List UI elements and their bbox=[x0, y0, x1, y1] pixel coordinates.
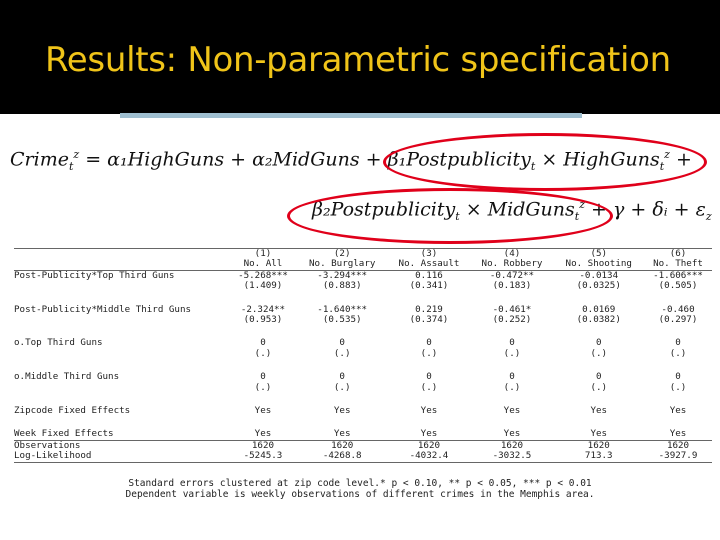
col-number: (4) bbox=[503, 248, 521, 259]
eq-lhs: Crime bbox=[10, 148, 69, 171]
table-row: Post-Publicity*Top Third Guns -5.268*** -3.294*** 0.116 -0.472** -0.0134 -1.606*** bbox=[14, 269, 703, 281]
table-row: Observations 1620 1620 1620 1620 1620 1620 bbox=[14, 440, 712, 451]
col-number: (6) bbox=[669, 248, 687, 259]
table-note-2: Dependent variable is weekly observations of different crimes in the Memphis area. bbox=[125, 489, 595, 500]
eq-beta1: β₁Postpublicity bbox=[387, 148, 531, 171]
col-header: No. All bbox=[243, 258, 283, 270]
col-number: (2) bbox=[333, 248, 351, 259]
col-number: (3) bbox=[420, 248, 438, 259]
table-row: Zipcode Fixed Effects Yes Yes Yes Yes Yes Yes bbox=[14, 405, 687, 417]
eq-highguns: HighGuns bbox=[563, 148, 660, 171]
equation-line-1: Crime$_t^z$ = α₁HighGuns + α₂MidGuns + β₁Postpublicity$_t$ × HighGuns$_t^z$ + bbox=[10, 148, 692, 174]
col-header: No. Robbery bbox=[481, 258, 543, 270]
col-header: No. Theft bbox=[653, 258, 703, 270]
regression-table bbox=[14, 248, 712, 463]
col-number: (5) bbox=[590, 248, 608, 259]
eq-midguns: MidGuns bbox=[487, 198, 575, 221]
table-row-se: (.) (.) (.) (.) (.) (.) bbox=[254, 347, 687, 359]
table-row-se: (0.953) (0.535) (0.374) (0.252) (0.0382) (0.297) bbox=[243, 314, 698, 326]
eq-beta2: β₂Postpublicity bbox=[312, 198, 456, 221]
eq-tail: γ + δᵢ + ε bbox=[613, 198, 706, 221]
table-row: Week Fixed Effects Yes Yes Yes Yes Yes Yes bbox=[14, 428, 687, 440]
eq-alpha-terms: = α₁HighGuns + α₂MidGuns + bbox=[79, 148, 388, 171]
table-row-se: (1.409) (0.883) (0.341) (0.183) (0.0325) (0.505) bbox=[243, 280, 698, 292]
table-row: Log-Likelihood -5245.3 -4268.8 -4032.4 -3032.5 713.3 -3927.9 bbox=[14, 451, 712, 462]
table-row-se: (.) (.) (.) (.) (.) (.) bbox=[254, 381, 687, 393]
table-row: o.Middle Third Guns 0 0 0 0 0 0 bbox=[14, 371, 681, 383]
slide-title: Results: Non-parametric specification bbox=[45, 40, 671, 80]
col-header: No. Assault bbox=[398, 258, 460, 270]
table-row: Post-Publicity*Middle Third Guns -2.324** -1.640*** 0.219 -0.461* 0.0169 -0.460 bbox=[14, 303, 695, 315]
col-header: No. Shooting bbox=[565, 258, 632, 270]
col-header: No. Burglary bbox=[309, 258, 376, 270]
highlight-circle-1 bbox=[383, 133, 707, 191]
table-note-1: Standard errors clustered at zip code level.* p < 0.10, ** p < 0.05, *** p < 0.01 bbox=[128, 478, 592, 489]
equation-line-2: β₂Postpublicity$_t$ × MidGuns$_t^z$ + γ + δᵢ + $\varepsilon_z$ bbox=[312, 198, 712, 224]
highlight-circle-2 bbox=[287, 188, 613, 244]
title-underline bbox=[120, 113, 582, 118]
col-number: (1) bbox=[254, 248, 272, 259]
table-row: o.Top Third Guns 0 0 0 0 0 0 bbox=[14, 337, 681, 349]
